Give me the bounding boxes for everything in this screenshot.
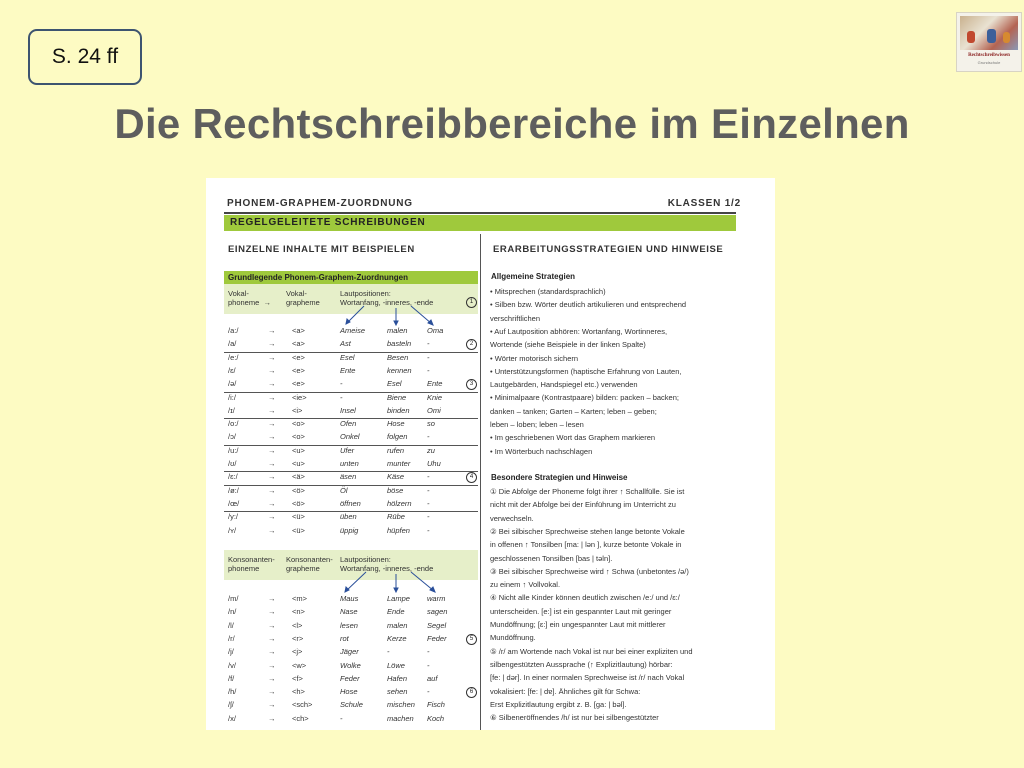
cell-w1: öffnen	[340, 498, 361, 508]
cell-g: <r>	[292, 633, 304, 643]
cell-g: <ö>	[292, 485, 305, 495]
cell-w3: Koch	[427, 713, 445, 723]
general-strategy-line: • Silben bzw. Wörter deutlich artikulieren und entsprechend	[490, 300, 687, 310]
cell-w3: -	[427, 339, 430, 349]
cell-w2: Kerze	[387, 633, 407, 643]
cell-w1: äsen	[340, 472, 357, 482]
general-strategy-line: Lautgebärden, Handspiegel etc.) verwenden	[490, 380, 638, 390]
doc-header-left: PHONEM-GRAPHEM-ZUORDNUNG	[227, 198, 413, 209]
cell-g: <o>	[292, 419, 305, 429]
cell-w2: -	[387, 647, 390, 657]
general-strategy-line: danken – tanken; Garten – Karten; leben – geben;	[490, 406, 657, 416]
doc-green-bar: REGELGELEITETE SCHREIBUNGEN	[224, 215, 736, 231]
cover-title: Rechtschreibwissen	[968, 53, 1010, 58]
cell-a: →	[268, 445, 276, 455]
right-heading-special: Besondere Strategien und Hinweise	[491, 473, 628, 482]
cover-figure-2	[987, 29, 996, 43]
cover-subtitle: Grundschule	[977, 60, 1001, 65]
cell-p: /y:/	[228, 512, 239, 522]
cell-w2: hölzern	[387, 498, 412, 508]
cell-p: /ɛ/	[228, 365, 236, 375]
arrowhead-s2-middle	[394, 588, 398, 592]
cell-w1: Ufer	[340, 445, 355, 455]
cell-w2: rufen	[387, 445, 405, 455]
cell-g: <u>	[292, 459, 305, 468]
cell-a: →	[268, 352, 276, 362]
cell-w1: rot	[340, 633, 349, 643]
cell-w3: -	[427, 352, 430, 362]
page-reference-badge	[28, 29, 142, 85]
cell-w1: üben	[340, 512, 357, 522]
arrow-s2-start	[346, 572, 366, 591]
cell-w2: malen	[387, 326, 408, 335]
cell-w3: sagen	[427, 607, 448, 617]
cell-a: →	[268, 432, 276, 442]
special-strategy-line: ③ Bei silbischer Sprechweise wird ↑ Schwa (unbetontes /ə/)	[490, 566, 689, 576]
cell-w2: Esel	[387, 379, 402, 389]
cell-p: /o:/	[228, 419, 239, 429]
cell-p: /ɛ:/	[228, 472, 238, 482]
special-strategy-line: Erst Explizitlautung ergibt z. B. [ga: | bəl].	[490, 699, 627, 709]
cell-w1: Esel	[340, 352, 355, 362]
special-strategy-line: verwechseln.	[490, 513, 534, 523]
cell-a: →	[268, 620, 276, 630]
cell-w1: Ente	[340, 365, 356, 375]
cell-g: <m>	[292, 594, 308, 603]
cell-w1: Schule	[340, 700, 363, 710]
s1-col1-line2: phoneme	[228, 298, 260, 307]
cell-w1: üppig	[340, 525, 359, 535]
cell-g: <i>	[292, 405, 303, 415]
s1-col3-line2: Wortanfang, -inneres, -ende	[340, 298, 434, 307]
cell-w1: Ast	[340, 339, 351, 349]
s2-col2-line2: grapheme	[286, 564, 320, 573]
cell-w3: -	[427, 525, 430, 535]
special-strategy-line: zu einem ↑ Vollvokal.	[490, 580, 561, 590]
marker: 2	[466, 339, 477, 350]
cover-figure-3	[1003, 32, 1010, 43]
cell-p: /e:/	[228, 352, 239, 362]
cell-w2: Rübe	[387, 512, 405, 522]
cell-a: →	[268, 405, 276, 415]
cell-a: →	[268, 594, 276, 603]
cell-w2: folgen	[387, 432, 408, 442]
cell-p: /r/	[228, 633, 235, 643]
cell-p: /ʊ/	[228, 459, 237, 468]
cell-w2: böse	[387, 485, 404, 495]
general-strategy-line: • Im geschriebenen Wort das Graphem markieren	[490, 433, 656, 443]
cell-w3: -	[427, 432, 430, 442]
cell-a: →	[268, 673, 276, 683]
cell-p: /ʏ/	[228, 525, 237, 535]
s2-col1-line1: Konsonanten-	[228, 555, 275, 564]
cell-w1: -	[340, 379, 343, 389]
cell-w1: -	[340, 392, 343, 402]
cell-p: /l/	[228, 620, 234, 630]
cell-w3: Segel	[427, 620, 447, 630]
cell-g: <j>	[292, 647, 303, 657]
cell-p: /j/	[228, 647, 234, 657]
cell-w2: Käse	[387, 472, 405, 482]
special-strategy-line: unterscheiden. [e:] ist ein gespannter Laut mit geringer	[490, 606, 672, 616]
marker: 3	[466, 379, 477, 390]
cell-w2: Hose	[387, 419, 405, 429]
cell-a: →	[268, 700, 276, 710]
general-strategy-line: • Im Wörterbuch nachschlagen	[490, 446, 593, 456]
cell-w1: -	[340, 713, 343, 723]
cell-p: /a/	[228, 339, 237, 349]
s1-col3-line1: Lautpositionen:	[340, 289, 391, 298]
general-strategy-line: leben – loben; leben – lesen	[490, 420, 584, 429]
cell-p: /m/	[228, 594, 239, 603]
cell-w3: Omi	[427, 405, 441, 415]
cell-g: <l>	[292, 620, 303, 630]
cell-p: /n/	[228, 607, 237, 617]
cell-w2: malen	[387, 620, 408, 630]
general-strategy-line: • Wörter motorisch sichern	[490, 353, 579, 363]
arrow-s1-end	[411, 306, 432, 324]
cell-w2: Hafen	[387, 673, 408, 683]
cell-w1: unten	[340, 459, 359, 468]
general-strategy-line: Wortende (siehe Beispiele in der linken Spalte)	[490, 340, 646, 350]
cell-g: <ä>	[292, 472, 305, 482]
cell-w2: hüpfen	[387, 525, 410, 535]
special-strategy-line: ④ Nicht alle Kinder können deutlich zwischen /e:/ und /ɛ:/	[490, 593, 680, 603]
special-strategy-line: in offenen ↑ Tonsilben [ma: | lən ], kurze betonte Vokale in	[490, 540, 682, 550]
s2-col3-line2: Wortanfang, -inneres, -ende	[340, 564, 434, 573]
cell-p: /f/	[228, 673, 235, 683]
cell-p: /u:/	[228, 445, 239, 455]
cell-a: →	[268, 633, 276, 643]
cell-g: <ch>	[292, 713, 309, 723]
arrowhead-s1-start	[346, 319, 350, 324]
cell-g: <u>	[292, 445, 305, 455]
cell-w1: Wolke	[340, 660, 361, 670]
cell-w2: Besen	[387, 352, 409, 362]
cell-a: →	[268, 365, 276, 375]
cell-p: /v/	[228, 660, 236, 670]
cell-w3: so	[427, 419, 435, 429]
special-strategy-line: [fe: | dər]. In einer normalen Sprechweise ist /r/ nach Vokal	[490, 673, 685, 683]
cell-w2: Lampe	[387, 594, 410, 603]
cell-w2: machen	[387, 713, 414, 723]
s2-col3-line1: Lautpositionen:	[340, 555, 391, 564]
page-reference-label: S. 24 ff	[51, 45, 119, 68]
cell-w3: Ente	[427, 379, 443, 389]
cell-g: <o>	[292, 432, 305, 442]
special-strategy-line: nicht mit der Abfolge bei der Einführung im Unterricht zu	[490, 500, 676, 510]
cell-p: /œ/	[228, 498, 240, 508]
cell-w3: Fisch	[427, 700, 445, 710]
s1-col2-line1: Vokal-	[286, 289, 307, 298]
cell-g: <ö>	[292, 498, 305, 508]
cell-w2: munter	[387, 459, 411, 468]
cell-g: <e>	[292, 365, 305, 375]
s2-col1-line2: phoneme	[228, 564, 260, 573]
cell-p: /ʃ/	[228, 700, 234, 710]
cell-p: /i:/	[228, 392, 236, 402]
cell-w3: -	[427, 687, 430, 697]
cell-w3: Uhu	[427, 459, 441, 468]
cell-g: <sch>	[292, 700, 313, 710]
special-strategy-line: ① Die Abfolge der Phoneme folgt ihrer ↑ Schallfülle. Sie ist	[490, 487, 685, 496]
cell-a: →	[268, 660, 276, 670]
cell-w2: binden	[387, 405, 410, 415]
section1-title: Grundlegende Phonem-Graphem-Zuordnungen	[224, 271, 478, 284]
cell-w1: Hose	[340, 687, 358, 697]
special-strategy-line: silbengestützten Aussprache (↑ Explizitlautung) hörbar:	[490, 659, 673, 669]
special-strategy-line: ② Bei silbischer Sprechweise stehen lange betonte Vokale	[490, 526, 685, 536]
cell-a: →	[268, 326, 276, 335]
special-strategy-line: geschlossenen Tonsilben [bas | təln].	[490, 553, 613, 563]
cell-p: /a:/	[228, 326, 239, 335]
cell-g: <ü>	[292, 525, 305, 535]
cell-w3: -	[427, 498, 430, 508]
cell-w1: Feder	[340, 673, 360, 683]
cell-a: →	[268, 339, 276, 349]
cell-g: <h>	[292, 687, 305, 697]
cell-w3: zu	[427, 445, 435, 455]
cell-a: →	[268, 392, 276, 402]
cell-g: <ü>	[292, 512, 305, 522]
book-cover-thumbnail	[956, 12, 1022, 72]
arrowhead-s2-start	[345, 587, 349, 592]
cell-w3: -	[427, 512, 430, 522]
cell-w3: Feder	[427, 633, 447, 643]
cell-a: →	[268, 379, 276, 389]
arrowhead-s1-middle	[394, 321, 398, 325]
cell-a: →	[268, 419, 276, 429]
cell-w1: lesen	[340, 620, 358, 630]
cell-w2: Biene	[387, 392, 407, 402]
cell-w1: Onkel	[340, 432, 360, 442]
cell-w3: -	[427, 485, 430, 495]
cell-w2: mischen	[387, 700, 415, 710]
cell-w1: Ofen	[340, 419, 357, 429]
cell-p: /ɪ/	[228, 405, 235, 415]
cell-w1: Jäger	[340, 647, 359, 657]
cell-p: /ɔ/	[228, 432, 236, 442]
cell-a: →	[268, 687, 276, 697]
cell-g: <e>	[292, 379, 305, 389]
special-strategy-line: ⑥ Silbeneröffnendes /h/ ist nur bei silbengestützter	[490, 713, 659, 723]
cell-w3: auf	[427, 673, 438, 683]
cell-w3: -	[427, 660, 430, 670]
general-strategy-line: • Auf Lautposition abhören: Wortanfang, Wortinneres,	[490, 326, 668, 336]
scanned-document	[206, 178, 775, 730]
left-column-heading: EINZELNE INHALTE MIT BEISPIELEN	[228, 244, 415, 255]
arrow-s2-end	[411, 572, 434, 591]
cell-w1: Öl	[340, 485, 348, 495]
cell-g: <a>	[292, 326, 305, 335]
cell-w2: Ende	[387, 607, 405, 617]
doc-header-right: KLASSEN 1/2	[667, 198, 741, 209]
cell-g: <f>	[292, 673, 303, 683]
special-strategy-line: Mundöffnung.	[490, 633, 536, 643]
slide-title: Die Rechtschreibbereiche im Einzelnen	[114, 100, 910, 147]
cell-w3: -	[427, 472, 430, 482]
s1-col1-header: Vokal- phoneme →	[228, 289, 271, 307]
cell-g: <ie>	[292, 392, 307, 402]
marker: 5	[466, 634, 477, 645]
cell-g: <n>	[292, 607, 305, 617]
cell-a: →	[268, 713, 276, 723]
cell-a: →	[268, 512, 276, 522]
cell-g: <a>	[292, 339, 305, 349]
general-strategy-line: verschriftlichen	[490, 313, 541, 323]
cell-a: →	[268, 647, 276, 657]
cell-p: /ø:/	[228, 485, 239, 495]
cover-figure-1	[967, 31, 975, 43]
cell-a: →	[268, 459, 276, 468]
right-column-heading: ERARBEITUNGSSTRATEGIEN UND HINWEISE	[493, 244, 724, 255]
cell-w1: Maus	[340, 594, 359, 603]
cell-w2: Löwe	[387, 660, 405, 670]
cell-w1: Ameise	[340, 326, 366, 335]
cell-g: <w>	[292, 660, 307, 670]
cell-a: →	[268, 525, 276, 535]
s1-col2-line2: grapheme	[286, 298, 320, 307]
special-strategy-line: Mundöffnung; [ɛ:] ein ungespannter Laut mit mittlerer	[490, 620, 666, 629]
cell-g: <e>	[292, 352, 305, 362]
cell-a: →	[268, 607, 276, 617]
cell-w1: Insel	[340, 405, 356, 415]
cell-w2: sehen	[387, 687, 408, 697]
cell-p: /ə/	[228, 379, 237, 389]
cell-a: →	[268, 485, 276, 495]
marker-1: 1	[466, 297, 477, 308]
cell-w3: -	[427, 647, 430, 657]
cell-w3: warm	[427, 594, 446, 603]
special-strategy-line: ⑤ /r/ am Wortende nach Vokal ist nur bei einer expliziten und	[490, 646, 693, 656]
general-strategy-line: • Mitsprechen (standardsprachlich)	[490, 287, 606, 296]
cell-w3: Oma	[427, 326, 444, 335]
s2-col2-line1: Konsonanten-	[286, 555, 333, 564]
cell-a: →	[268, 498, 276, 508]
s1-col1-line1: Vokal-	[228, 289, 249, 298]
cell-w3: Knie	[427, 392, 443, 402]
cell-w2: basteln	[387, 339, 412, 349]
special-strategy-line: vokalisiert: [fe: | dɐ]. Ähnliches gilt für Schwa:	[490, 686, 641, 696]
cell-w3: -	[427, 365, 430, 375]
cell-p: /x/	[228, 713, 236, 723]
marker: 4	[466, 472, 477, 483]
marker: 6	[466, 687, 477, 698]
cell-w1: Nase	[340, 607, 358, 617]
right-heading-general: Allgemeine Strategien	[491, 272, 576, 281]
general-strategy-line: • Unterstützungsformen (haptische Erfahrung von Lauten,	[490, 366, 682, 376]
general-strategy-line: • Minimalpaare (Kontrastpaare) bilden: packen – backen;	[490, 393, 679, 403]
cell-p: /h/	[228, 687, 237, 697]
cell-w2: kennen	[387, 365, 412, 375]
cell-a: →	[268, 472, 276, 482]
